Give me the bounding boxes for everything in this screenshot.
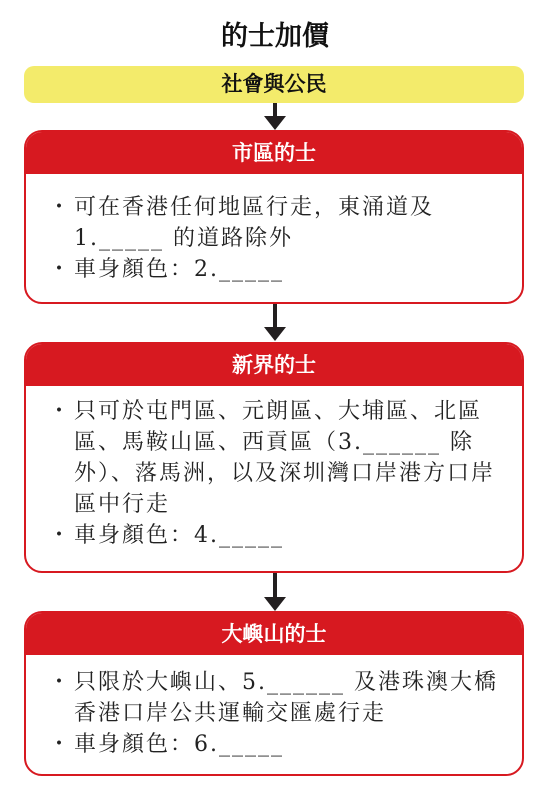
bullet-icon: ・ bbox=[48, 523, 73, 548]
urban-taxi-heading: 市區的士 bbox=[26, 132, 522, 174]
bullet-icon: ・ bbox=[48, 670, 73, 695]
lantau-taxi-box bbox=[24, 611, 524, 776]
list-item: ・ 車身顏色：4._____ bbox=[48, 520, 506, 551]
list-item: ・ 車身顏色：6._____ bbox=[48, 729, 506, 760]
list-item: ・ 車身顏色：2._____ bbox=[48, 254, 506, 285]
nt-taxi-box bbox=[24, 342, 524, 573]
list-item: ・ 只限於大嶼山、5.______ 及港珠澳大橋香港口岸公共運輸交匯處行走 bbox=[48, 667, 506, 729]
arrow-down-icon bbox=[262, 103, 288, 131]
list-item: ・ 可在香港任何地區行走，東涌道及1._____ 的道路除外 bbox=[48, 192, 506, 254]
bullet-icon: ・ bbox=[48, 257, 73, 282]
bullet-icon: ・ bbox=[48, 195, 73, 220]
lantau-taxi-heading: 大嶼山的士 bbox=[26, 613, 522, 655]
page-title: 的士加價 bbox=[221, 21, 329, 52]
list-item: ・ 只可於屯門區、元朗區、大埔區、北區區、馬鞍山區、西貢區（3.______ 除外）、落馬洲，以及深圳灣口岸港方口岸區中行走 bbox=[48, 396, 506, 520]
bullet-icon: ・ bbox=[48, 732, 73, 757]
urban-taxi-box bbox=[24, 130, 524, 304]
bullet-icon: ・ bbox=[48, 399, 73, 424]
arrow-down-icon bbox=[262, 573, 288, 612]
arrow-down-icon bbox=[262, 304, 288, 342]
category-banner: 社會與公民 bbox=[24, 66, 524, 103]
nt-taxi-heading: 新界的士 bbox=[26, 344, 522, 386]
